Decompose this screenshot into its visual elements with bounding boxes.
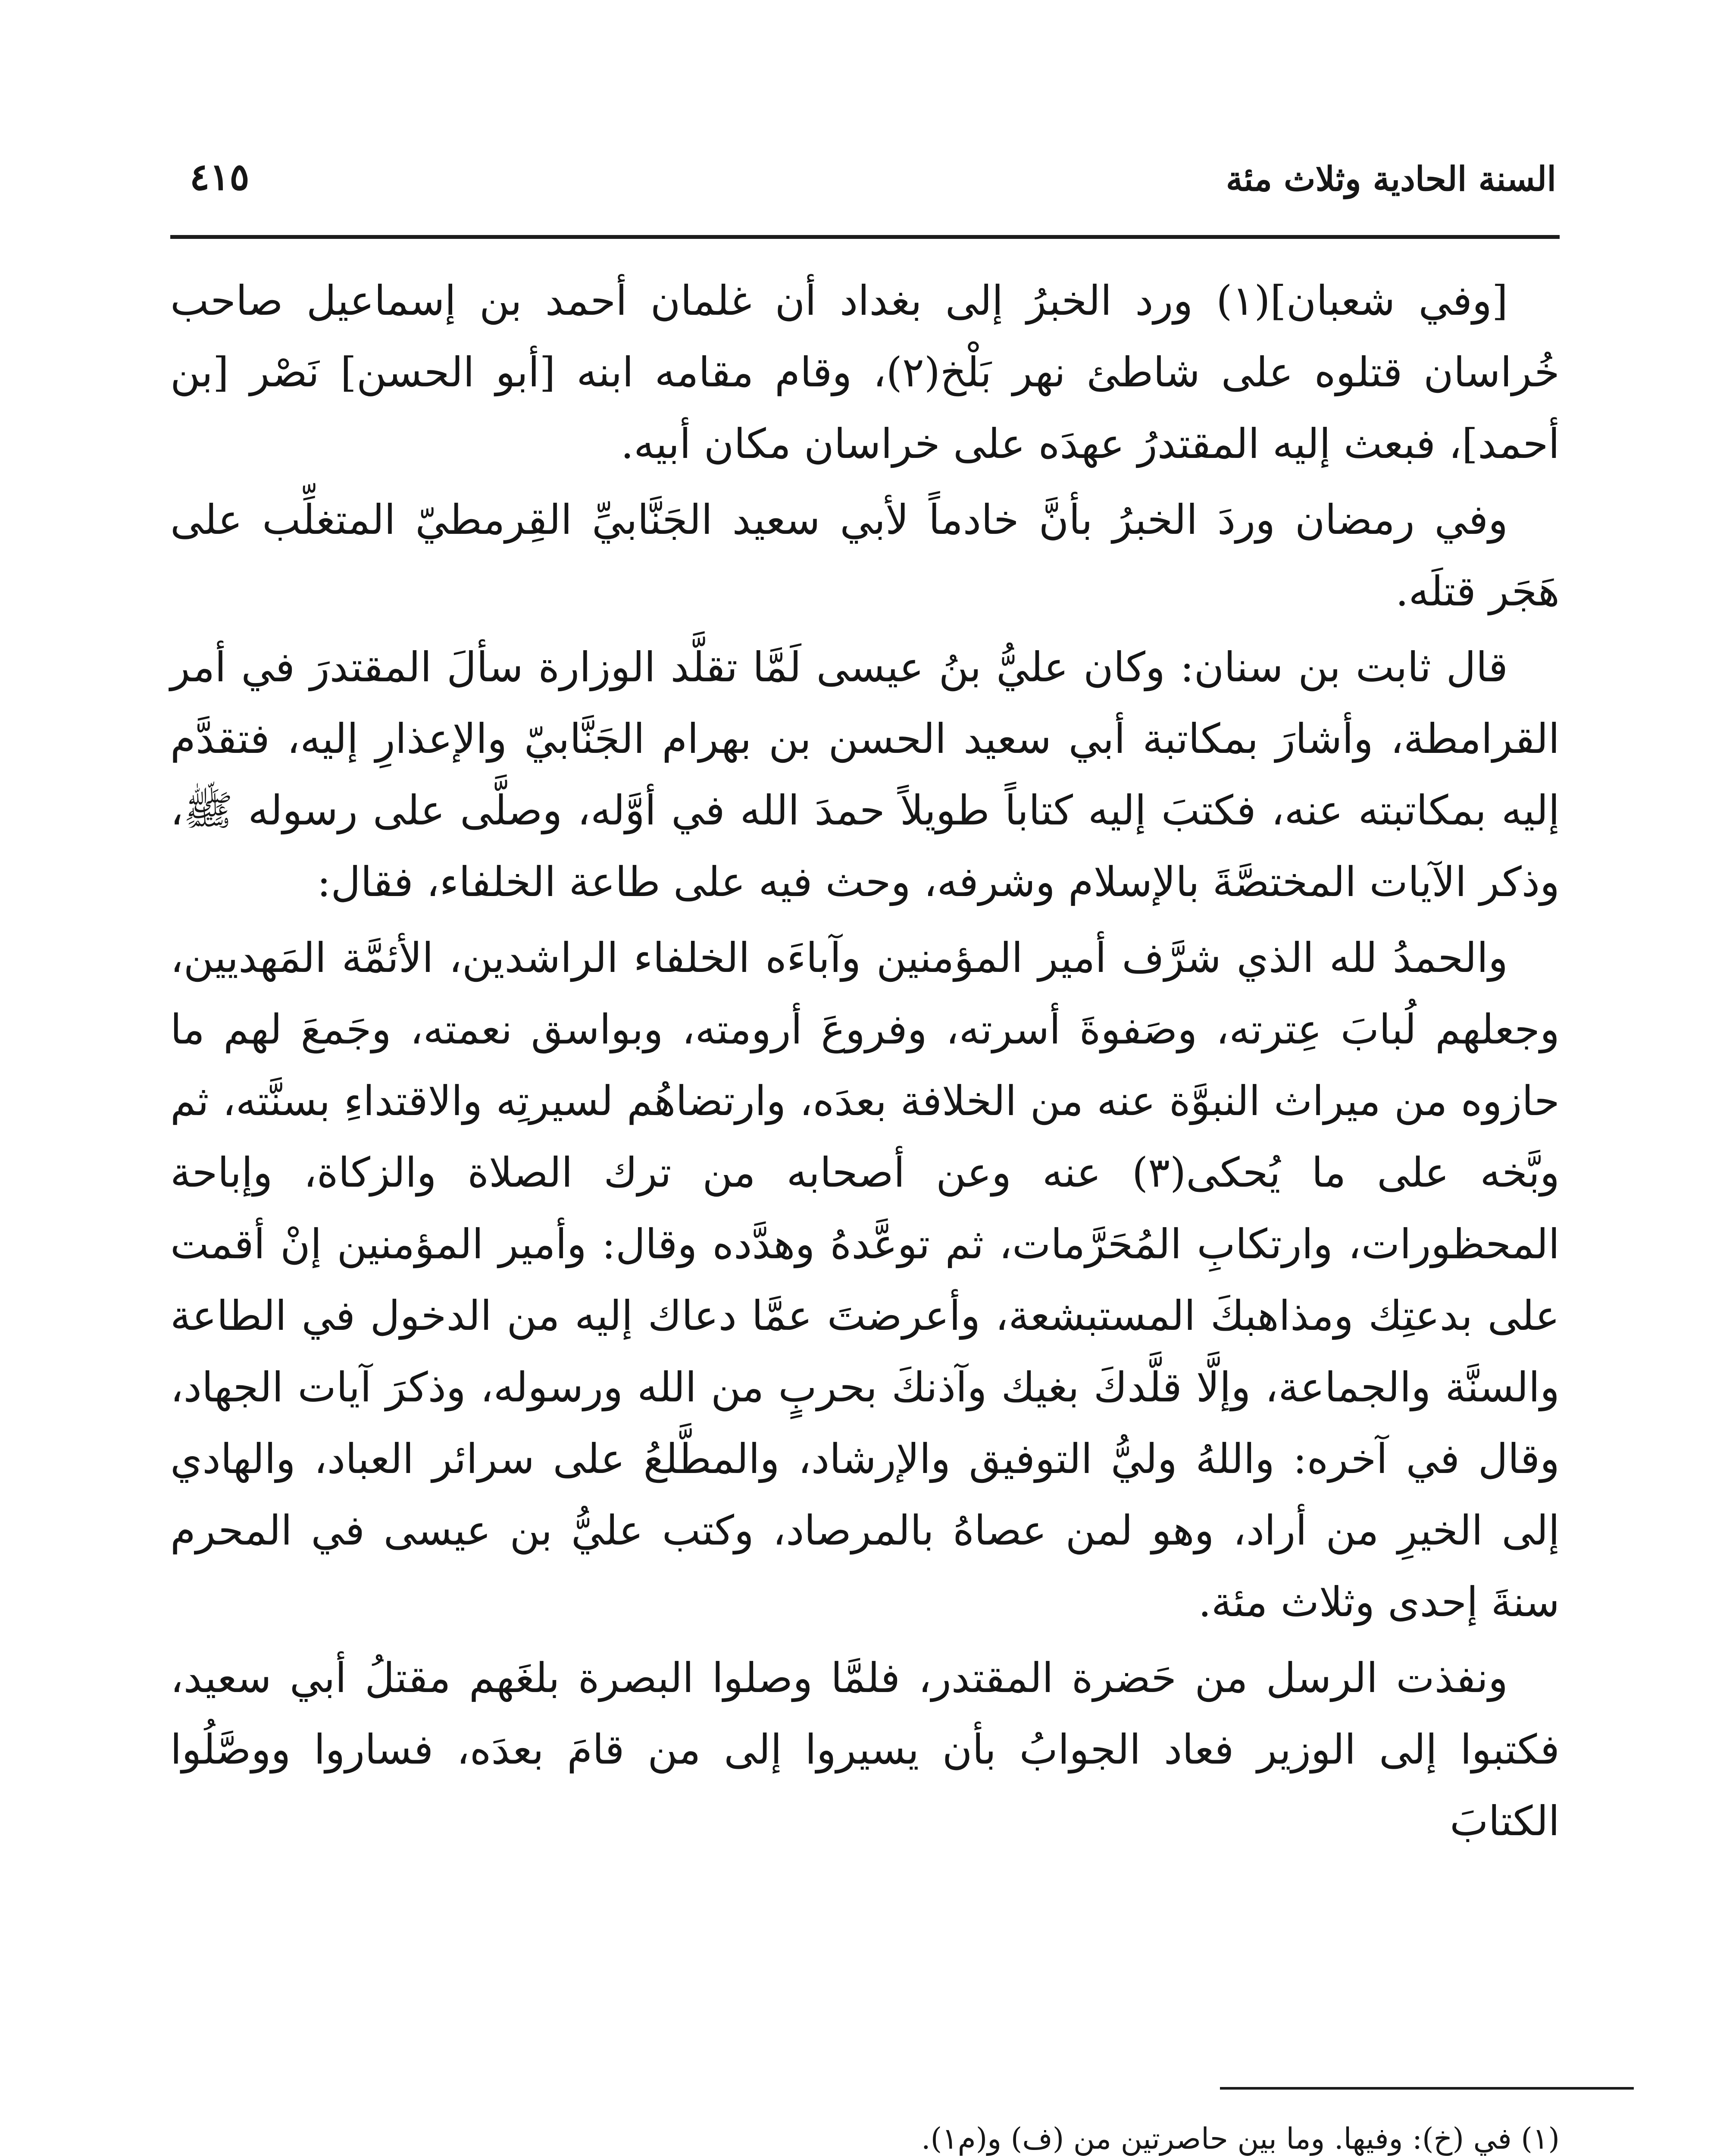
- paragraph-shaban-news: [وفي شعبان](١) ورد الخبرُ إلى بغداد أن غلمان أحمد بن إسماعيل صاحب خُراسان قتلوه على شاطئ نهر بَلْخ(٢)، وقام مقامه ابنه [أبو الحسن] نَصْر [بن أحمد]، فبعث إليه المقتدرُ عهدَه على خراسان مكان أبيه.: [170, 277, 1560, 468]
- paragraph-thabit-ibn-sinan: قال ثابت بن سنان: وكان عليُّ بنُ عيسى لَمَّا تقلَّد الوزارة سألَ المقتدرَ في أمر القرامطة، وأشارَ بمكاتبة أبي سعيد الحسن بن بهرام الجَنَّابيّ والإعذارِ إليه، فتقدَّم إليه بمكاتبته عنه، فكتبَ إليه كتاباً طويلاً حمدَ الله في أوَّله، وصلَّى على رسوله ﷺ، وذكر الآيات المختصَّةَ بالإسلام وشرفه، وحث فيه على طاعة الخلفاء، فقال:: [170, 644, 1560, 906]
- header-rule: [170, 235, 1560, 239]
- page-number: ٤١٥: [190, 155, 250, 199]
- main-text: [170, 265, 1560, 1861]
- running-title: السنة الحادية وثلاث مئة: [1226, 160, 1556, 199]
- footnotes: [172, 2111, 1560, 2156]
- paragraph-letter-text: والحمدُ لله الذي شرَّف أمير المؤمنين وآباءَه الخلفاء الراشدين، الأئمَّة المَهديين، وجعلهم لُبابَ عِترته، وصَفوةَ أسرته، وفروعَ أرومته، وبواسق نعمته، وجَمعَ لهم ما حازوه من ميراث النبوَّة عنه من الخلافة بعدَه، وارتضاهُم لسيرتِه والاقتداءِ بسنَّته، ثم وبَّخه على ما يُحكى(٣) عنه وعن أصحابه من ترك الصلاة والزكاة، وإباحة المحظورات، وارتكابِ المُحَرَّمات، ثم توعَّدهُ وهدَّده وقال: وأمير المؤمنين إنْ أقمت على بدعتِك ومذاهبكَ المستبشعة، وأعرضتَ عمَّا دعاك إليه من الدخول في الطاعة والسنَّة والجماعة، وإلَّا قلَّدكَ بغيك وآذنكَ بحربٍ من الله ورسوله، وذكرَ آيات الجهاد، وقال في آخره: واللهُ وليُّ التوفيق والإرشاد، والمطَّلعُ على سرائر العباد، والهادي إلى الخيرِ من أراد، وهو لمن عصاهُ بالمرصاد، وكتب عليُّ بن عيسى في المحرم سنةَ إحدى وثلاث مئة.: [170, 934, 1560, 1626]
- footnote-rule: [1220, 2087, 1634, 2090]
- paragraph-envoys: ونفذت الرسل من حَضرة المقتدر، فلمَّا وصلوا البصرة بلغَهم مقتلُ أبي سعيد، فكتبوا إلى الوزير فعاد الجوابُ بأن يسيروا إلى من قامَ بعدَه، فساروا ووصَّلُوا الكتابَ: [170, 1655, 1560, 1845]
- paragraph-ramadan-news: وفي رمضان وردَ الخبرُ بأنَّ خادماً لأبي سعيد الجَنَّابيِّ القِرمطيّ المتغلِّب على هَجَر قتلَه.: [170, 496, 1560, 615]
- footnote-1: (١) في (خ): وفيها. وما بين حاصرتين من (ف) و(م١).: [921, 2122, 1560, 2156]
